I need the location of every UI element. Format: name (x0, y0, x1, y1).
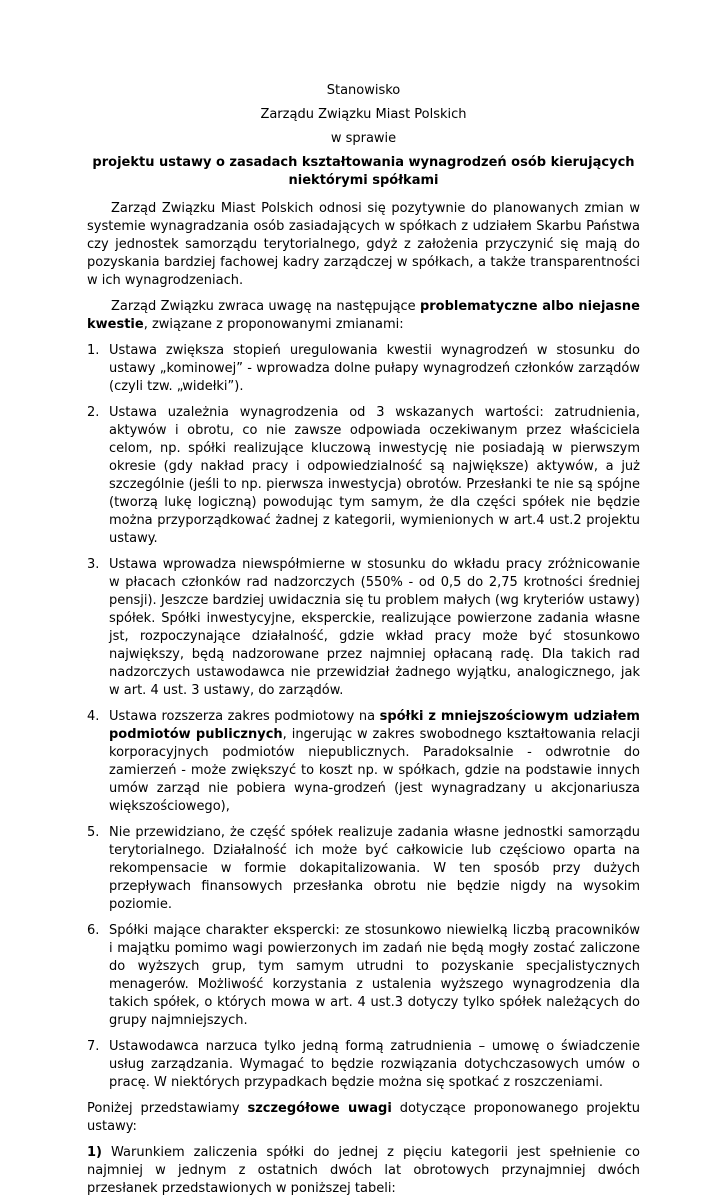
list-item-text-before: Ustawa rozszerza zakres podmiotowy na (109, 709, 380, 724)
list-item-text: Spółki mające charakter ekspercki: ze stosunkowo niewielką liczbą pracowników i majątku pomimo wagi powierzonych im zadań nie będą mogły zostać zaliczone do wyższych grup, tym samym utrudni to pozyskanie specjalistycznych menagerów. Możliwość korzystania z ustalenia wyższego wynagrodzenia dla takich spółek, o których mowa w art. 4 ust.3 dotyczy tylko spółek należących do grupy najmniejszych. (109, 923, 640, 1028)
list-item-number: 5. (87, 825, 100, 840)
list-item-text: Nie przewidziano, że część spółek realizuje zadania własne jednostki samorządu terytorialnego. Działalność ich może być całkowicie lub częściowo oparta na rekompensacie w formie dokapitalizowania. W ten sposób przy dużych przepływach finansowych przesłanka obrotu nie będzie nigdy na wysokim poziomie. (109, 825, 640, 912)
list-item-number: 4. (87, 709, 100, 724)
header-line-2: Zarządu Związku Miast Polskich (260, 107, 467, 122)
document-page (87, 82, 640, 1198)
detail-1-paragraph (87, 1144, 640, 1198)
details-intro-before: Poniżej przedstawiamy (87, 1101, 248, 1116)
header-line-1: Stanowisko (326, 83, 401, 98)
list-item (87, 556, 640, 700)
list-item-text: Ustawa wprowadza niewspółmierne w stosunku do wkładu pracy zróżnicowanie w płacach członków rad nadzorczych (550% - od 0,5 do 2,75 krotności średniej pensji). Jeszcze bardziej uwidacznia się tu problem małych (wg kryteriów ustawy) spółek. Spółki inwestycyjne, eksperckie, realizujące powierzone zadania własne jst, rozpoczynające działalność, gdzie wkład pracy może być stosunkowo największy, będą nadzorowane przez najmniej opłacaną radę. Dla takich rad nadzorczych ustawodawca nie przewidział żadnego wyjątku, analogicznego, jak w art. 4 ust. 3 ustawy, do zarządów. (109, 557, 640, 698)
header-line-3: w sprawie (330, 131, 397, 146)
details-intro-paragraph (87, 1100, 640, 1136)
detail-1-text: Warunkiem zaliczenia spółki do jednej z pięciu kategorii jest spełnienie co najmniej w jednym z ostatnich dwóch lat obrotowych przynajmniej dwóch przesłanek przedstawionych w poniższej tabeli: (87, 1145, 640, 1196)
document-title: projektu ustawy o zasadach kształtowania wynagrodzeń osób kierujących niektórymi spółkami (92, 155, 635, 188)
list-item-text-after: , ingerując w zakres swobodnego kształtowania relacji korporacyjnych podmiotów niepublicznych. Paradoksalnie - odwrotnie do zamierzeń - może zwiększyć to koszt np. w spółkach, gdzie na podstawie innych umów zarząd nie pobiera wyna-grodzeń (jest wynagradzany u akcjonariusza większościowego), (109, 727, 640, 814)
list-item-text: Ustawa uzależnia wynagrodzenia od 3 wskazanych wartości: zatrudnienia, aktywów i obrotu, co nie zawsze odpowiada oczekiwanym przez właściciela celom, np. spółki realizujące kluczową inwestycję nie posiadają w pierwszym okresie (gdy nakład pracy i odpowiedzialność są największe) aktywów, a już szczególnie (jeśli to np. pierwsza inwestycja) obrotów. Przesłanki te nie są spójne (tworzą lukę logiczną) powodując tym samym, że dla części spółek nie będzie można przyporządkować żadnej z kategorii, wymienionych w art.4 ust.2 projektu ustawy. (109, 405, 640, 546)
detail-1-number: 1) (87, 1145, 102, 1160)
list-item-number: 3. (87, 557, 100, 572)
list-item-text-bold: spółki z mniejszościowym udziałem podmiotów publicznych (109, 709, 640, 742)
list-item-number: 1. (87, 343, 100, 358)
issues-intro-after: , związane z proponowanymi zmianami: (143, 317, 404, 332)
issues-intro-before: Zarząd Związku zwraca uwagę na następujące (111, 299, 420, 314)
list-item (87, 404, 640, 548)
intro-paragraph: Zarząd Związku Miast Polskich odnosi się pozytywnie do planowanych zmian w systemie wynagradzania osób zasiadających w spółkach z udziałem Skarbu Państwa czy jednostek samorządu terytorialnego, gdyż z założenia przyczynić się mają do pozyskania bardziej fachowej kadry zarządczej w spółkach, a także transparentności w ich wynagrodzeniach. (87, 201, 640, 288)
issues-intro-bold: problematyczne albo niejasne kwestie (87, 299, 640, 332)
list-item (87, 1038, 640, 1092)
list-item-number: 6. (87, 923, 100, 938)
list-item (87, 708, 640, 816)
list-item-number: 7. (87, 1039, 100, 1054)
issues-intro-paragraph (87, 298, 640, 334)
list-item-text: Ustawodawca narzuca tylko jedną formą zatrudnienia – umowę o świadczenie usług zarządzania. Wymagać to będzie rozwiązania dotychczasowych umów o pracę. W niektórych przypadkach będzie można się spotkać z roszczeniami. (109, 1039, 640, 1090)
list-item (87, 922, 640, 1030)
list-item-text: Ustawa zwiększa stopień uregulowania kwestii wynagrodzeń w stosunku do ustawy „kominowej” - wprowadza dolne pułapy wynagrodzeń członków zarządów (czyli tzw. „widełki”). (109, 343, 640, 394)
list-item (87, 342, 640, 396)
list-item-number: 2. (87, 405, 100, 420)
list-item (87, 824, 640, 914)
issues-list (87, 342, 640, 1092)
details-intro-bold: szczegółowe uwagi (247, 1101, 392, 1116)
details-intro-after: dotyczące proponowanego projektu ustawy: (87, 1101, 641, 1134)
